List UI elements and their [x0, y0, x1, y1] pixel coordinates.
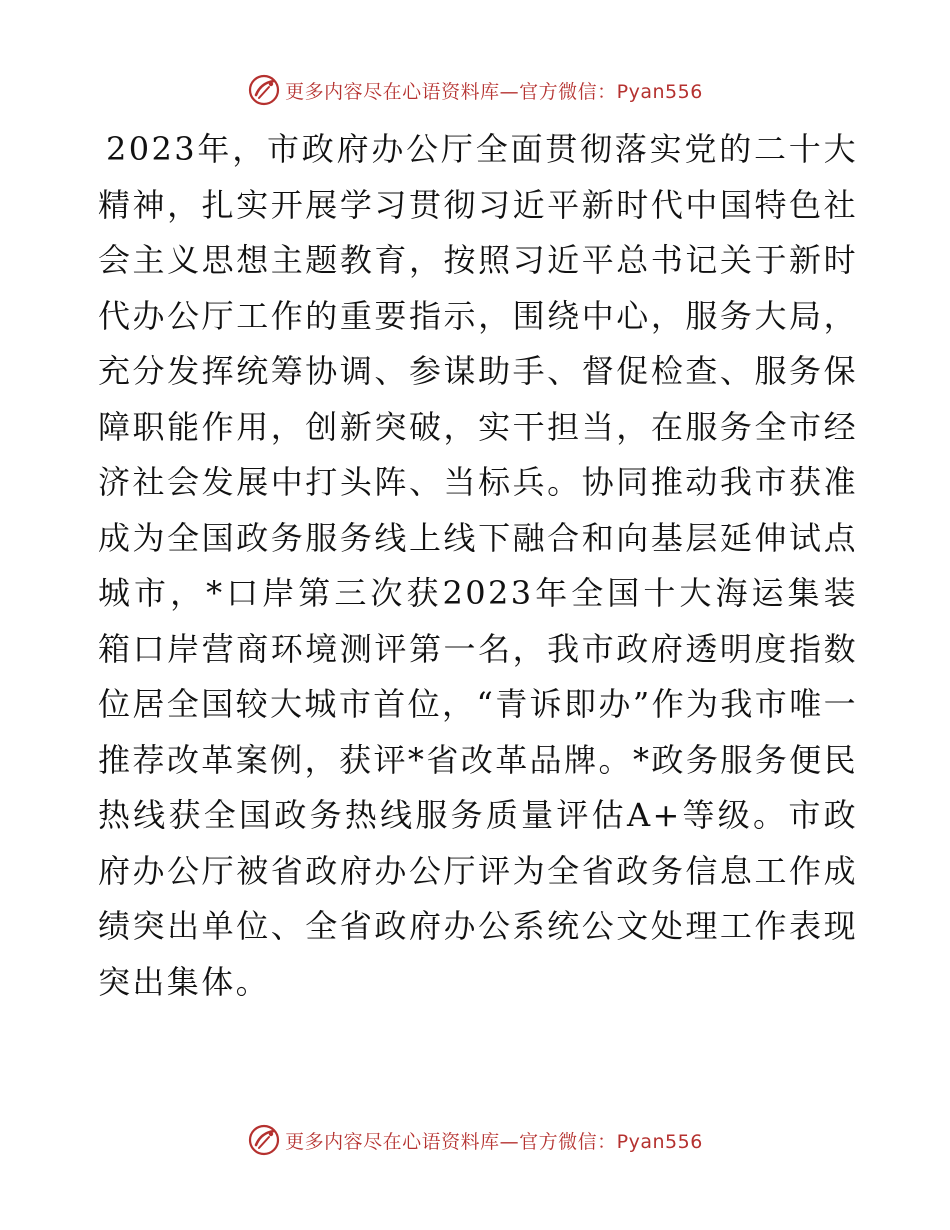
body-paragraph: 2023年，市政府办公厅全面贯彻落实党的二十大精神，扎实开展学习贯彻习近平新时代中国特色社会主义思想主题教育，按照习近平总书记关于新时代办公厅工作的重要指示，围绕中心，服务大局，充分发挥统筹协调、参谋助手、督促检查、服务保障职能作用，创新突破，实干担当，在服务全市经济社会发展中打头阵、当标兵。协同推动我市获准成为全国政务服务线上线下融合和向基层延伸试点城市，*口岸第三次获2023年全国十大海运集装箱口岸营商环境测评第一名，我市政府透明度指数位居全国较大城市首位，“青诉即办”作为我市唯一推荐改革案例，获评*省改革品牌。*政务服务便民热线获全国政务热线服务质量评估A+等级。市政府办公厅被省政府办公厅评为全省政务信息工作成绩突出单位、全省政府办公系统公文处理工作表现突出集体。	[98, 130, 858, 1001]
watermark-text: 更多内容尽在心语资料库—官方微信：Pyan556	[285, 1130, 703, 1153]
watermark-text: 更多内容尽在心语资料库—官方微信：Pyan556	[285, 80, 703, 103]
brand-logo-icon	[247, 1123, 281, 1157]
brand-logo-icon	[247, 73, 281, 107]
document-body	[98, 122, 858, 1010]
footer-watermark	[0, 1120, 950, 1160]
header-watermark	[0, 70, 950, 110]
